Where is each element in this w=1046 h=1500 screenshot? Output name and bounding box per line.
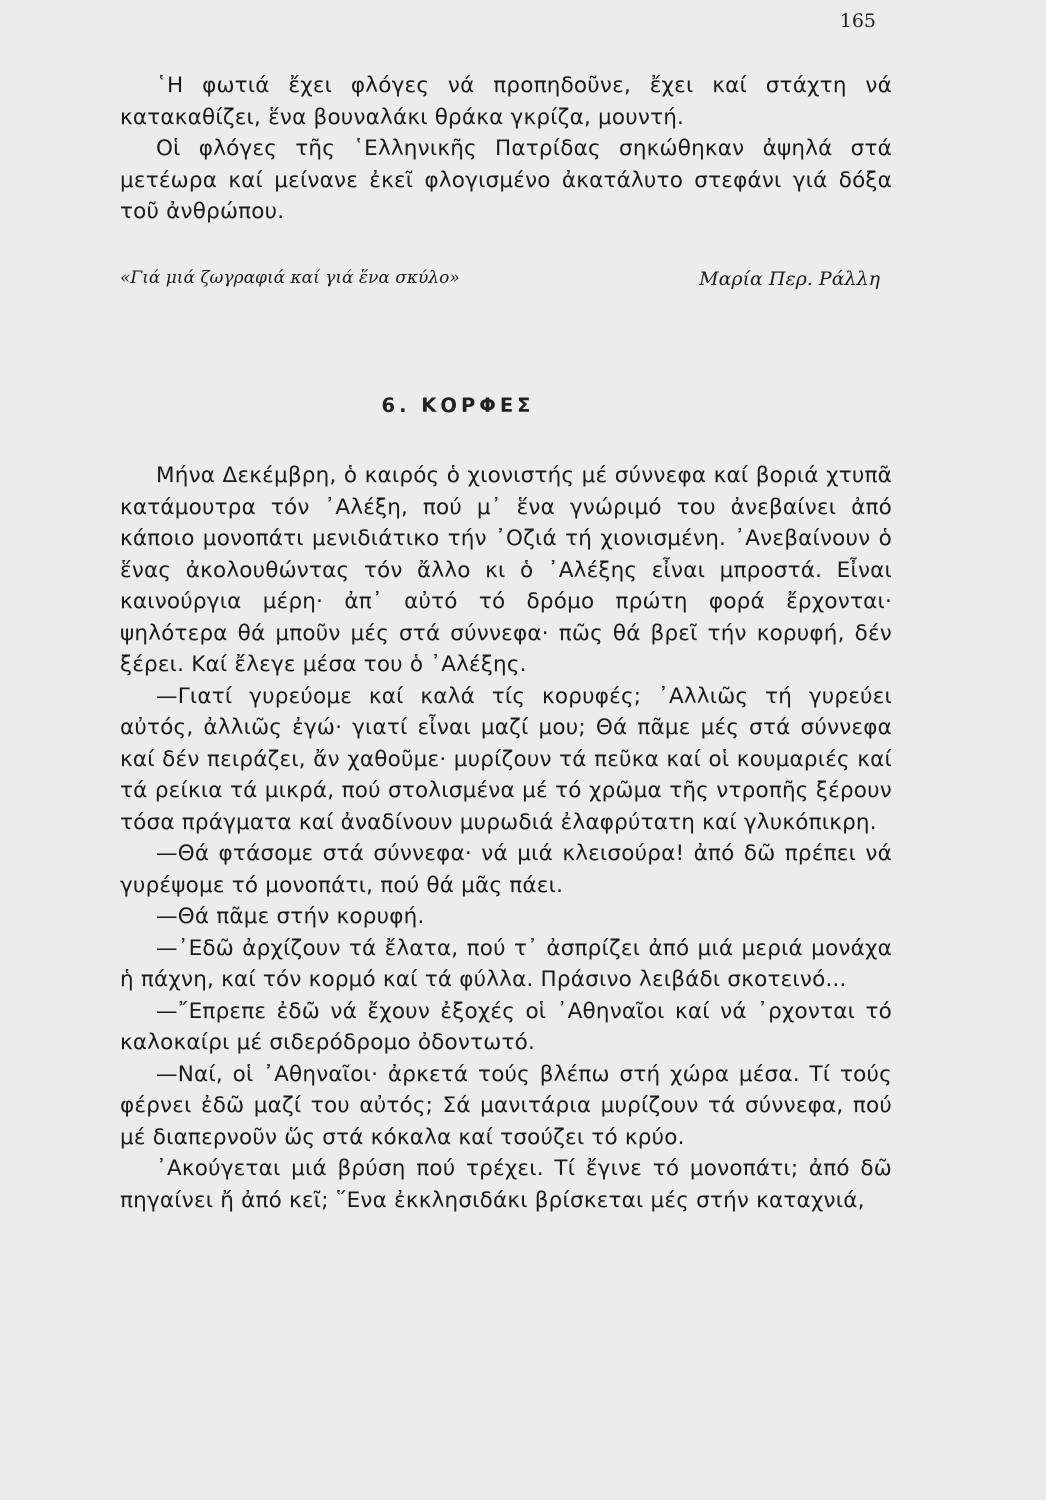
intro-excerpt [120, 70, 892, 228]
intro-paragraph: ῾Η φωτιά ἔχει φλόγες νά προπηδοῦνε, ἔχει καί στάχτη νά κατακαθίζει, ἕνα βουναλάκι θράκα γκρίζα, μουντή. [120, 73, 892, 130]
dialogue-paragraph: —Θά φτάσομε στά σύννεφα· νά μιά κλεισούρα! ἀπό δῶ πρέπει νά γυρέψομε τό μονοπάτι, πού θά μᾶς πάει. [120, 841, 892, 898]
attribution-source: «Γιά μιά ζωγραφιά καί γιά ἕνα σκύλο» [120, 268, 460, 288]
intro-paragraph: Οἱ φλόγες τῆς ῾Ελληνικῆς Πατρίδας σηκώθηκαν ἀψηλά στά μετέωρα καί μείνανε ἐκεῖ φλογισμένο ἀκατάλυτο στεφάνι γιά δόξα τοῦ ἀνθρώπου. [120, 136, 892, 224]
dialogue-paragraph: —Ναί, οἱ ᾿Αθηναῖοι· ἀρκετά τούς βλέπω στή χώρα μέσα. Τί τούς φέρνει ἐδῶ μαζί του αὐτός; Σά μανιτάρια μυρίζουν τά σύννεφα, πού μέ διαπερνοῦν ὥς στά κόκαλα καί τσούζει τό κρύο. [120, 1061, 892, 1150]
dialogue-paragraph: —Θά πᾶμε στήν κορυφή. [156, 904, 425, 929]
dialogue-paragraph: —῎Επρεπε ἐδῶ νά ἔχουν ἐξοχές οἱ ᾿Αθηναῖοι καί νά ᾿ρχονται τό καλοκαίρι μέ σιδερόδρομο ὀδοντωτό. [120, 998, 892, 1055]
body-paragraph: Μήνα Δεκέμβρη, ὁ καιρός ὁ χιονιστής μέ σύννεφα καί βοριά χτυπᾶ κατάμουτρα τόν ᾿Αλέξη, πού μ᾿ ἕνα γνώριμό του ἀνεβαίνει ἀπό κάποιο μονοπάτι μενιδιάτικο τήν ᾿Οζιά τή χιονισμένη. ᾿Ανεβαίνουν ὁ ἕνας ἀκολουθώντας τόν ἄλλο κι ὁ ᾿Αλέξης εἶναι μπροστά. Εἶναι καινούργια μέρη· ἀπ᾿ αὐτό τό δρόμο πρώτη φορά ἔρχονται· ψηλότερα θά μποῦν μές στά σύννεφα· πῶς θά βρεῖ τήν κορυφή, δέν ξέρει. Καί ἔλεγε μέσα του ὁ ᾿Αλέξης. [120, 463, 892, 677]
dialogue-paragraph: —Γιατί γυρεύομε καί καλά τίς κορυφές; ᾿Αλλιῶς τή γυρεύει αὐτός, ἀλλιῶς ἐγώ· γιατί εἶναι μαζί μου; Θά πᾶμε μές στά σύννεφα καί δέν πειράζει, ἄν χαθοῦμε· μυρίζουν τά πεῦκα καί οἱ κουμαριές καί τά ρείκια τά μικρά, πού στολισμένα μέ τό χρῶμα τῆς ντροπῆς ξέρουν τόσα πράγματα καί ἀναδίνουν μυρωδιά ἐλαφρύτατη καί γλυκόπικρη. [120, 683, 892, 835]
section-body [120, 460, 892, 1216]
dialogue-paragraph: —᾿Εδῶ ἀρχίζουν τά ἔλατα, πού τ᾿ ἀσπρίζει ἀπό μιά μεριά μονάχα ἡ πάχνη, καί τόν κορμό καί τά φύλλα. Πράσινο λειβάδι σκοτεινό... [120, 935, 892, 992]
section-title: ΚΟΡΦΕΣ [421, 394, 535, 417]
page-number: 165 [839, 10, 876, 32]
attribution-author: Μαρία Περ. Ράλλη [699, 268, 880, 290]
section-number: 6. [381, 394, 411, 417]
body-paragraph: ᾿Ακούγεται μιά βρύση πού τρέχει. Τί ἔγινε τό μονοπάτι; ἀπό δῶ πηγαίνει ἤ ἀπό κεῖ; ῞Ενα ἐκκλησιδάκι βρίσκεται μές στήν καταχνιά, [120, 1156, 892, 1213]
section-heading [0, 394, 916, 417]
attribution [120, 268, 880, 290]
